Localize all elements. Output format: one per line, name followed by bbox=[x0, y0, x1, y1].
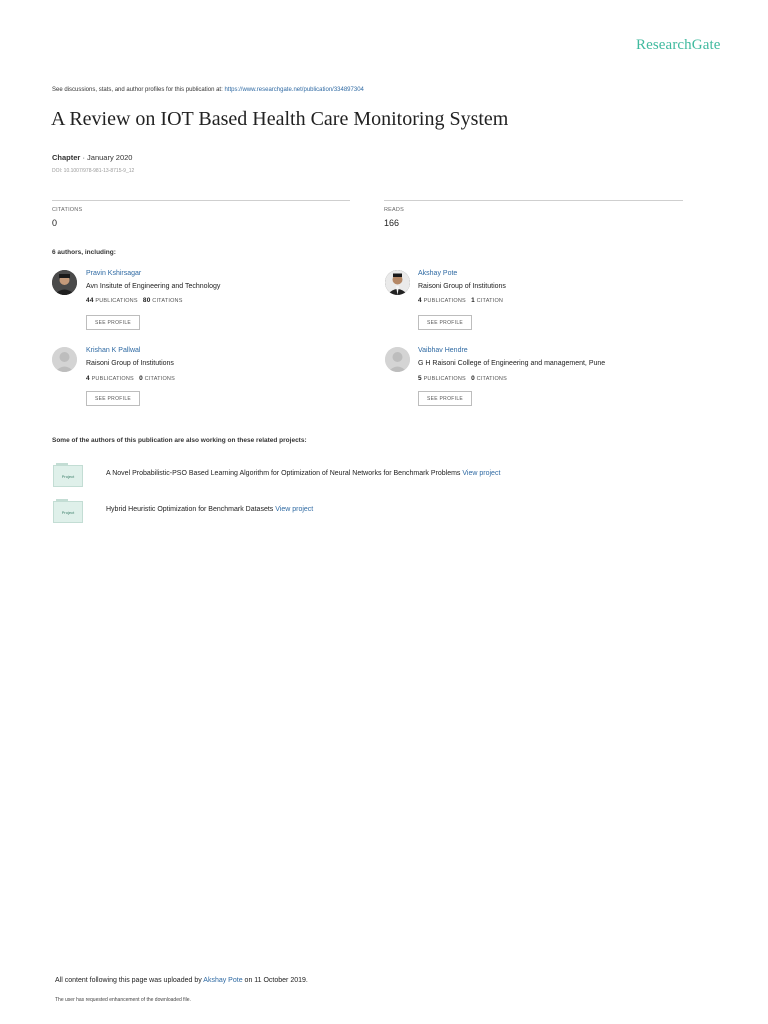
project-folder-icon bbox=[53, 465, 83, 487]
reads-value: 166 bbox=[384, 218, 400, 228]
avatar[interactable] bbox=[52, 270, 77, 295]
author-citations-label: CITATIONS bbox=[152, 298, 183, 304]
publication-title: A Review on IOT Based Health Care Monitoring System bbox=[51, 108, 509, 130]
researchgate-logo[interactable]: ResearchGate bbox=[636, 37, 721, 53]
author-citations-count: 0 bbox=[471, 375, 475, 382]
author-stats bbox=[418, 375, 507, 382]
author-publications-label: PUBLICATIONS bbox=[95, 298, 138, 304]
see-profile-button[interactable]: SEE PROFILE bbox=[86, 315, 140, 330]
citations-label: CITATIONS bbox=[52, 207, 83, 213]
uploader-link[interactable]: Akshay Pote bbox=[203, 977, 243, 984]
see-profile-button[interactable]: SEE PROFILE bbox=[86, 391, 140, 406]
author-stats bbox=[418, 297, 503, 304]
author-institution: Raisoni Group of Institutions bbox=[418, 283, 506, 290]
author-publications-count: 44 bbox=[86, 297, 94, 304]
project-icon-label: Project bbox=[61, 510, 75, 515]
avatar[interactable] bbox=[52, 347, 77, 372]
author-publications-label: PUBLICATIONS bbox=[91, 376, 134, 382]
author-institution: Avn Insitute of Engineering and Technology bbox=[86, 283, 221, 290]
doi: DOI: 10.1007/978-981-13-8715-9_12 bbox=[52, 168, 135, 174]
avatar[interactable] bbox=[385, 270, 410, 295]
avatar[interactable] bbox=[385, 347, 410, 372]
author-stats bbox=[86, 297, 183, 304]
author-citations-count: 1 bbox=[471, 297, 475, 304]
project-icon-label: Project bbox=[61, 474, 75, 479]
publication-meta bbox=[52, 153, 132, 162]
author-citations-label: CITATIONS bbox=[476, 376, 507, 382]
authors-heading: 6 authors, including: bbox=[52, 249, 116, 256]
author-name-link[interactable]: Akshay Pote bbox=[418, 270, 458, 277]
related-project bbox=[106, 470, 500, 477]
author-publications-label: PUBLICATIONS bbox=[423, 376, 466, 382]
reads-label: READS bbox=[384, 207, 404, 213]
author-citations-count: 80 bbox=[142, 297, 151, 304]
publication-url-link[interactable]: https://www.researchgate.net/publication/334897304 bbox=[224, 87, 364, 93]
upload-suffix: on 11 October 2019. bbox=[244, 977, 308, 984]
publication-date: · January 2020 bbox=[82, 153, 133, 162]
citations-value: 0 bbox=[52, 218, 58, 228]
author-publications-count: 4 bbox=[86, 375, 90, 382]
author-name-link[interactable]: Krishan K Pallwal bbox=[86, 347, 141, 354]
project-folder-icon bbox=[53, 501, 83, 523]
author-citations-count: 0 bbox=[139, 375, 143, 382]
view-project-link[interactable]: View project bbox=[462, 470, 501, 477]
discussions-text: See discussions, stats, and author profiles for this publication at: bbox=[52, 87, 223, 93]
author-citations-label: CITATION bbox=[476, 298, 504, 304]
discussions-line bbox=[52, 87, 364, 93]
view-project-link[interactable]: View project bbox=[275, 506, 314, 513]
see-profile-button[interactable]: SEE PROFILE bbox=[418, 391, 472, 406]
author-name-link[interactable]: Vaibhav Hendre bbox=[418, 347, 468, 354]
upload-note bbox=[55, 977, 308, 984]
author-photo-icon bbox=[52, 270, 77, 295]
related-projects-heading: Some of the authors of this publication are also working on these related projects: bbox=[52, 437, 307, 444]
author-publications-label: PUBLICATIONS bbox=[423, 298, 466, 304]
author-publications-count: 4 bbox=[418, 297, 422, 304]
author-name-link[interactable]: Pravin Kshirsagar bbox=[86, 270, 142, 277]
author-institution: G H Raisoni College of Engineering and management, Pune bbox=[418, 360, 606, 367]
upload-prefix: All content following this page was uploaded by bbox=[55, 977, 202, 984]
default-avatar-icon bbox=[385, 347, 410, 372]
reads-divider bbox=[384, 200, 683, 201]
citations-divider bbox=[52, 200, 350, 201]
related-project bbox=[106, 506, 313, 513]
author-photo-icon bbox=[385, 270, 410, 295]
author-citations-label: CITATIONS bbox=[144, 376, 175, 382]
default-avatar-icon bbox=[52, 347, 77, 372]
author-publications-count: 5 bbox=[418, 375, 422, 382]
publication-type: Chapter bbox=[52, 153, 81, 162]
enhancement-note: The user has requested enhancement of the downloaded file. bbox=[55, 997, 191, 1003]
project-title: Hybrid Heuristic Optimization for Benchmark Datasets bbox=[106, 506, 274, 513]
project-title: A Novel Probabilistic-PSO Based Learning Algorithm for Optimization of Neural Networks for Benchmark Problems bbox=[106, 470, 461, 477]
author-institution: Raisoni Group of Institutions bbox=[86, 360, 174, 367]
author-stats bbox=[86, 375, 175, 382]
see-profile-button[interactable]: SEE PROFILE bbox=[418, 315, 472, 330]
